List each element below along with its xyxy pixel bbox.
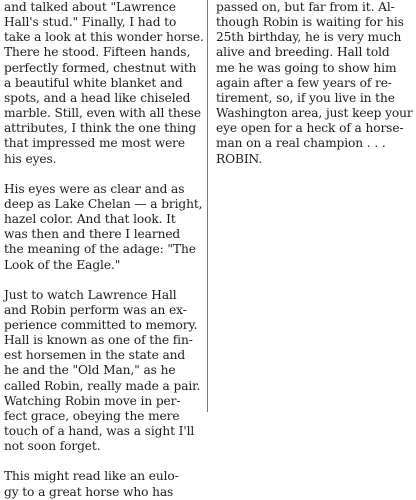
text-line: Hall is known as one of the fin- xyxy=(4,333,193,348)
text-line: was then and there I learned xyxy=(4,227,181,242)
text-line: Hall's stud." Finally, I had to xyxy=(4,15,177,30)
text-line: hazel color. And that look. It xyxy=(4,212,176,227)
text-line: called Robin, really made a pair. xyxy=(4,378,201,393)
paragraph-5 xyxy=(216,0,414,167)
text-line: his eyes. xyxy=(4,151,57,166)
text-line: passed on, but far from it. Al- xyxy=(216,0,395,14)
paragraph-1 xyxy=(4,0,204,167)
right-column xyxy=(216,0,414,182)
text-line: This might read like an eulo- xyxy=(4,469,179,484)
column-divider xyxy=(207,0,208,412)
text-line: and talked about "Lawrence xyxy=(4,0,176,14)
text-line: deep as Lake Chelan — a bright, xyxy=(4,196,203,211)
text-line: alive and breeding. Hall told xyxy=(216,45,390,60)
text-line: a beautiful white blanket and xyxy=(4,75,183,90)
text-line: he and the "Old Man," as he xyxy=(4,363,176,378)
text-line: 25th birthday, he is very much xyxy=(216,30,402,45)
text-line: Washington area, just keep your xyxy=(216,106,413,121)
text-line: again after a few years of re- xyxy=(216,75,392,90)
text-line: There he stood. Fifteen hands, xyxy=(4,45,191,60)
paragraph-3 xyxy=(4,288,201,455)
text-line: that impressed me most were xyxy=(4,136,186,151)
text-line: est horsemen in the state and xyxy=(4,348,186,363)
text-line: His eyes were as clear and as xyxy=(4,181,185,196)
left-column xyxy=(4,0,204,500)
text-line: though Robin is waiting for his xyxy=(216,15,404,30)
text-line: not soon forget. xyxy=(4,439,101,454)
text-line: take a look at this wonder horse. xyxy=(4,30,204,45)
text-line: marble. Still, even with all these xyxy=(4,106,201,121)
text-line: fect grace, obeying the mere xyxy=(4,408,180,423)
text-line: spots, and a head like chiseled xyxy=(4,90,191,105)
text-line: gy to a great horse who has xyxy=(4,484,174,499)
text-line: eye open for a heck of a horse- xyxy=(216,121,404,136)
text-line: me he was going to show him xyxy=(216,60,397,75)
text-line: perience committed to memory. xyxy=(4,317,198,332)
text-line: ROBIN. xyxy=(216,151,263,166)
text-line: the meaning of the adage: "The xyxy=(4,242,196,257)
text-line: Just to watch Lawrence Hall xyxy=(4,287,177,302)
text-line: man on a real champion . . . xyxy=(216,136,386,151)
text-line: tirement, so, if you live in the xyxy=(216,90,395,105)
text-line: Watching Robin move in per- xyxy=(4,393,181,408)
text-line: and Robin perform was an ex- xyxy=(4,302,187,317)
text-line: perfectly formed, chestnut with xyxy=(4,60,197,75)
text-line: attributes, I think the one thing xyxy=(4,121,197,136)
text-line: Look of the Eagle." xyxy=(4,257,121,272)
paragraph-4 xyxy=(4,469,201,499)
text-line: touch of a hand, was a sight I'll xyxy=(4,424,195,439)
paragraph-2 xyxy=(4,182,201,273)
